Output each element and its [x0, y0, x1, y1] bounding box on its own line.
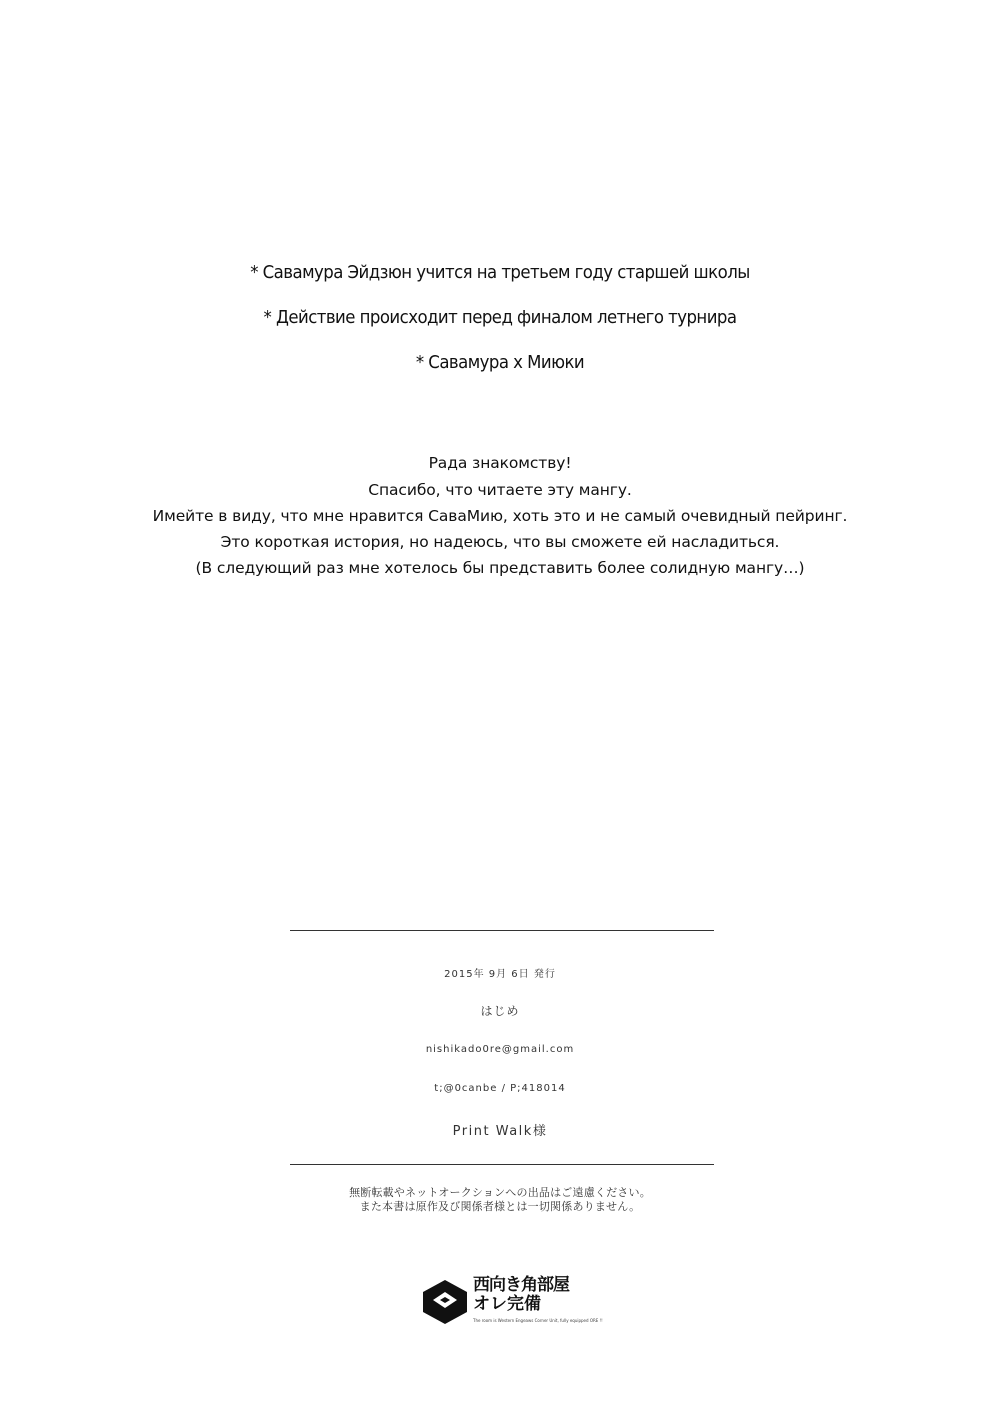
disclaimer-line: 無断転載やネットオークションへの出品はご遠慮ください。 — [349, 1186, 651, 1199]
author-name: はじめ — [480, 1004, 520, 1018]
note-line: * Действие происходит перед финалом летнего турнира — [263, 307, 737, 328]
circle-logo — [421, 1275, 603, 1326]
logo-wordmark — [473, 1276, 569, 1314]
logo-line-1: 西向き角部屋 — [473, 1275, 569, 1295]
note-line: * Савамура х Миюки — [415, 352, 585, 373]
logo-line-2: オレ完備 — [473, 1294, 541, 1314]
greeting-line: (В следующий раз мне хотелось бы представить более солидную мангу…) — [195, 559, 805, 577]
author-email: nishikado0re@gmail.com — [425, 1044, 575, 1055]
note-line: * Савамура Эйдзюн учится на третьем году старшей школы — [250, 262, 750, 283]
divider-bottom — [290, 1164, 714, 1165]
divider-top — [290, 930, 714, 931]
greeting-line: Это короткая история, но надеюсь, что вы сможете ей насладиться. — [220, 533, 780, 551]
greeting-line: Имейте в виду, что мне нравится СаваМию, хоть это и не самый очевидный пейринг. — [152, 507, 848, 525]
author-social: t;@0canbe / P;418014 — [434, 1083, 566, 1094]
printer-name: Print Walk様 — [452, 1124, 548, 1139]
logo-tagline: The room is Western Engeaws Corner Unit, fully equipped ORE !! — [473, 1318, 603, 1323]
disclaimer-line: また本書は原作及び関係者様とは一切関係ありません。 — [359, 1200, 641, 1213]
cube-icon — [421, 1278, 469, 1326]
greeting-line: Спасибо, что читаете эту мангу. — [368, 481, 632, 499]
greeting-line: Рада знакомству! — [428, 454, 572, 472]
publication-date: 2015年 9月 6日 発行 — [444, 969, 556, 980]
